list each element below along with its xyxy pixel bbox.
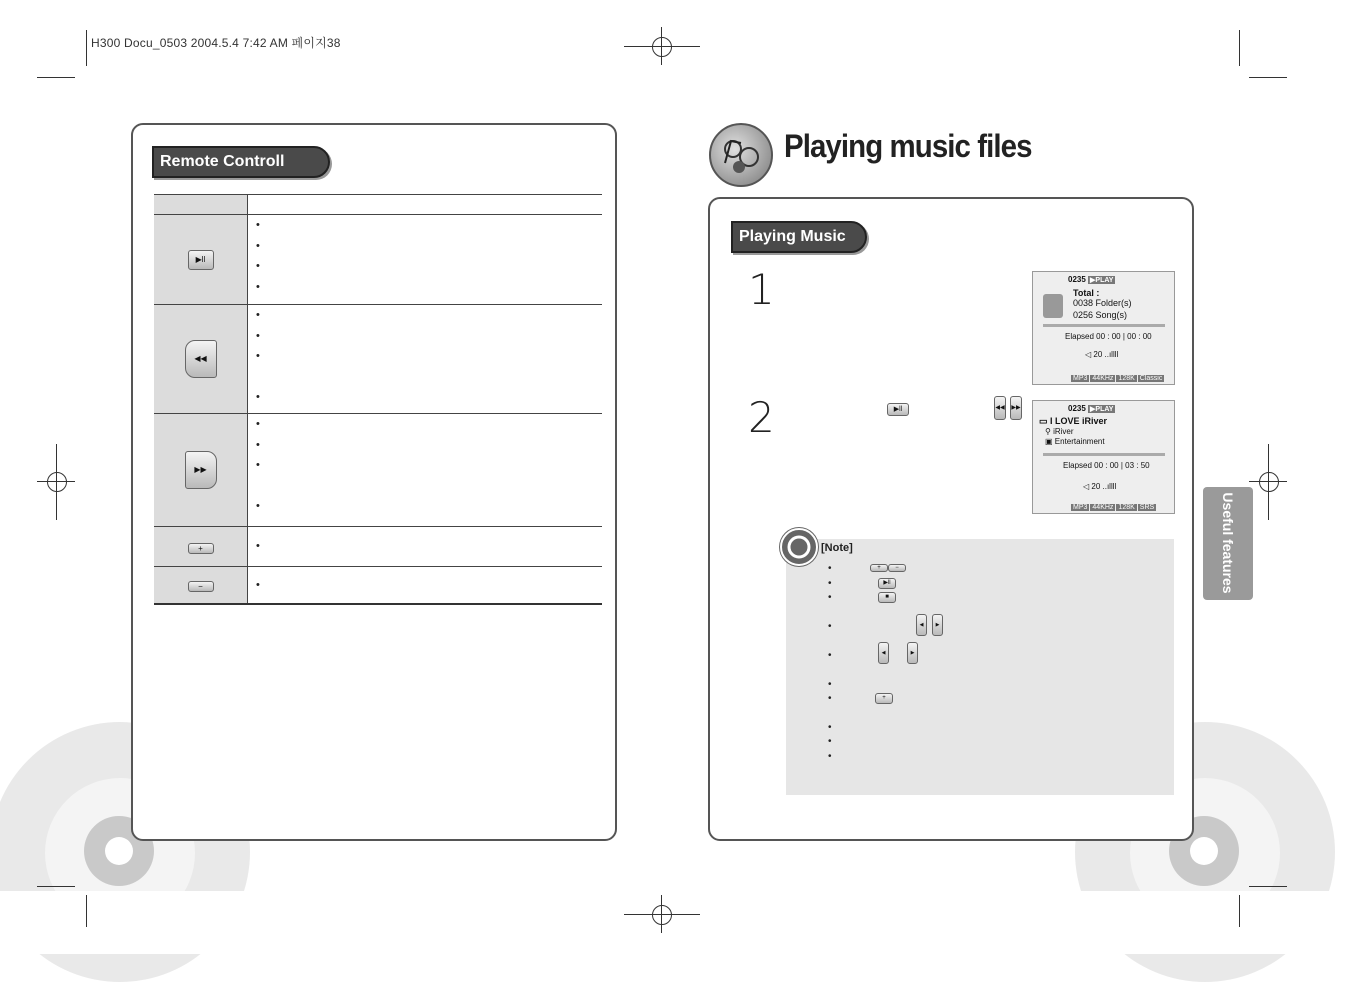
note-bullet: • xyxy=(828,578,832,589)
list-item: • xyxy=(256,239,260,252)
note-bullet: • xyxy=(828,679,832,690)
volume-level: ◁ 20 ..ıllll xyxy=(1083,482,1117,491)
page-margin xyxy=(0,891,1351,954)
remote-controll-heading: Remote Controll xyxy=(152,146,330,178)
volume-up-button-icon: + xyxy=(188,543,214,554)
table-row xyxy=(154,305,602,414)
list-item: • xyxy=(256,219,260,231)
volume-level: ◁ 20 ..ıllll xyxy=(1085,350,1119,359)
song-title: ▭ I LOVE iRiver xyxy=(1039,416,1108,426)
list-item: • xyxy=(256,350,260,362)
total-label: Total : xyxy=(1073,288,1100,298)
crop-mark xyxy=(1239,895,1240,927)
folder-count: 0038 Folder(s) xyxy=(1073,298,1132,308)
side-tab-useful-features: Useful features xyxy=(1203,487,1253,600)
registration-mark xyxy=(1259,472,1279,492)
progress-bar xyxy=(1043,453,1165,456)
table-header-cell xyxy=(248,195,603,215)
stop-button-icon: ■ xyxy=(878,592,896,603)
note-bullet: • xyxy=(828,736,832,747)
print-slug: H300 Docu_0503 2004.5.4 7:42 AM 페이지38 xyxy=(91,36,341,50)
folder-icon xyxy=(1043,294,1063,318)
cd-disc-decoration xyxy=(105,837,133,865)
crop-mark xyxy=(37,77,75,78)
registration-mark xyxy=(652,905,672,925)
crop-mark xyxy=(86,30,87,66)
volume-down-button-icon: − xyxy=(888,564,906,572)
list-item: • xyxy=(256,578,260,591)
list-item: • xyxy=(256,438,260,451)
table-header-cell xyxy=(154,195,248,215)
progress-bar xyxy=(1043,324,1165,327)
next-button-icon: ▶ xyxy=(907,642,918,664)
step-number: 2 xyxy=(748,393,775,442)
album-name: ▣ Entertainment xyxy=(1045,437,1105,446)
note-box xyxy=(786,539,1174,795)
music-notes-icon xyxy=(709,123,773,187)
list-item: • xyxy=(256,260,260,272)
track-number: 0235 xyxy=(1068,275,1086,284)
list-item: • xyxy=(256,459,260,471)
note-icon xyxy=(780,528,818,566)
page-title: Playing music files xyxy=(784,128,1032,164)
registration-mark xyxy=(47,472,67,492)
player-screen-2 xyxy=(1032,400,1175,514)
list-item: • xyxy=(256,329,260,342)
list-item: • xyxy=(256,418,260,430)
list-item: • xyxy=(256,540,260,553)
artist-name: ⚲ iRiver xyxy=(1045,427,1074,436)
song-count: 0256 Song(s) xyxy=(1073,310,1128,320)
note-bullet: • xyxy=(828,722,832,733)
next-button-icon: ▶▶ xyxy=(1010,396,1022,420)
volume-down-button-icon: − xyxy=(188,581,214,592)
elapsed-time: Elapsed 00 : 00 | 03 : 50 xyxy=(1063,461,1150,470)
table-row xyxy=(154,567,602,604)
note-bullet: • xyxy=(828,751,832,762)
list-item: • xyxy=(256,391,260,403)
table-row xyxy=(154,215,602,305)
previous-button-icon: ◀◀ xyxy=(994,396,1006,420)
crop-mark xyxy=(1249,77,1287,78)
note-bullet: • xyxy=(828,621,832,632)
list-item: • xyxy=(256,500,260,512)
remote-control-table xyxy=(154,194,602,605)
elapsed-time: Elapsed 00 : 00 | 00 : 00 xyxy=(1065,332,1152,341)
play-pause-button-icon: ▶ll xyxy=(887,403,909,416)
step-number: 1 xyxy=(748,265,775,314)
note-bullet: • xyxy=(828,650,832,661)
volume-up-button-icon: + xyxy=(875,693,893,704)
registration-mark xyxy=(652,37,672,57)
crop-mark xyxy=(37,886,75,887)
table-row xyxy=(154,414,602,527)
note-title: [Note] xyxy=(821,542,853,554)
next-button-icon: ▶ xyxy=(932,614,943,636)
volume-up-button-icon: + xyxy=(870,564,888,572)
table-row xyxy=(154,527,602,567)
player-screen-1 xyxy=(1032,271,1175,385)
play-status: ▶PLAY xyxy=(1090,406,1114,413)
crop-mark xyxy=(1239,30,1240,66)
track-number: 0235 xyxy=(1068,404,1086,413)
note-bullet: • xyxy=(828,693,832,704)
list-item: • xyxy=(256,280,260,293)
play-status: ▶PLAY xyxy=(1090,277,1114,284)
note-bullet: • xyxy=(828,563,832,574)
format-tags: MP3 44KHz 128K Classic xyxy=(1073,375,1163,382)
list-item: • xyxy=(256,309,260,321)
cd-disc-decoration xyxy=(1190,837,1218,865)
format-tags: MP3 44KHz 128K SRS xyxy=(1073,504,1155,511)
previous-button-icon: ◀ xyxy=(878,642,889,664)
crop-mark xyxy=(86,895,87,927)
play-pause-button-icon: ▶ll xyxy=(878,578,896,589)
previous-button-icon: ◀ xyxy=(916,614,927,636)
play-pause-button-icon: ▶ll xyxy=(188,250,214,270)
previous-button-icon: ◀◀ xyxy=(185,340,217,378)
note-bullet: • xyxy=(828,592,832,603)
playing-music-heading: Playing Music xyxy=(731,221,867,253)
next-button-icon: ▶▶ xyxy=(185,451,217,489)
crop-mark xyxy=(1249,886,1287,887)
